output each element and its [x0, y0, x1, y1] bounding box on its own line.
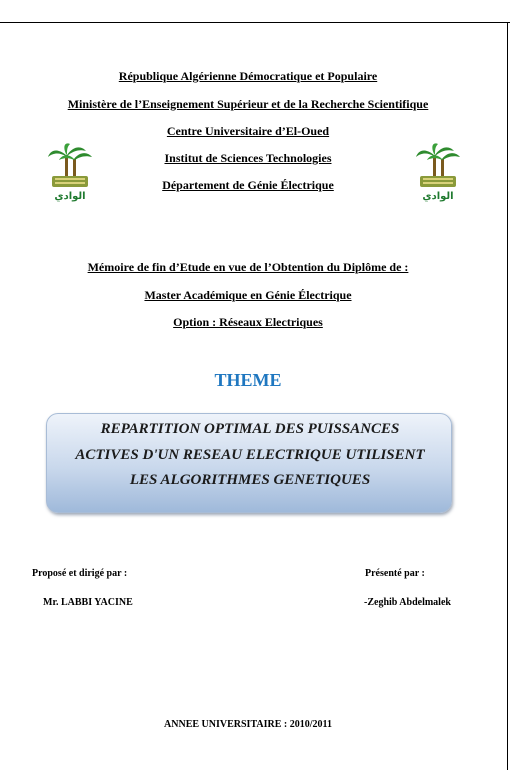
memoire-line: Mémoire de fin d’Etude en vue de l’Obtention du Diplôme de :: [87, 260, 409, 274]
logo-caption: الوادي: [422, 191, 454, 202]
university-logo-right: [414, 143, 462, 203]
page-border-right: [507, 22, 508, 770]
institute-heading: Institut de Sciences Technologies: [164, 151, 332, 165]
degree-line: Master Académique en Génie Électrique: [144, 288, 352, 302]
theme-heading: THEME: [214, 370, 282, 390]
university-heading: Centre Universitaire d’El-Oued: [166, 124, 330, 138]
department-heading: Département de Génie Électrique: [162, 178, 334, 192]
supervisor-label: Proposé et dirigé par :: [32, 568, 128, 579]
thesis-title-line: LES ALGORITHMES GENETIQUES: [129, 472, 371, 488]
student-label: Présenté par :: [365, 568, 425, 579]
university-logo-left: [46, 143, 94, 203]
thesis-title-line: ACTIVES D'UN RESEAU ELECTRIQUE UTILISENT: [75, 447, 425, 463]
academic-year: ANNEE UNIVERSITAIRE : 2010/2011: [164, 719, 332, 730]
republic-heading: République Algérienne Démocratique et Populaire: [118, 69, 378, 83]
palm-tree-emblem-icon: [46, 143, 94, 203]
option-line: Option : Réseaux Electriques: [173, 315, 323, 329]
supervisor-name: Mr. LABBI YACINE: [43, 597, 133, 608]
thesis-title-line: REPARTITION OPTIMAL DES PUISSANCES: [100, 421, 400, 437]
page-border-top: [0, 22, 510, 23]
palm-tree-emblem-icon: [414, 143, 462, 203]
thesis-title-box: [46, 413, 452, 513]
logo-caption: الوادي: [54, 191, 86, 202]
student-name: -Zeghib Abdelmalek: [364, 597, 451, 608]
ministry-heading: Ministère de l’Enseignement Supérieur et de la Recherche Scientifique: [67, 97, 429, 111]
